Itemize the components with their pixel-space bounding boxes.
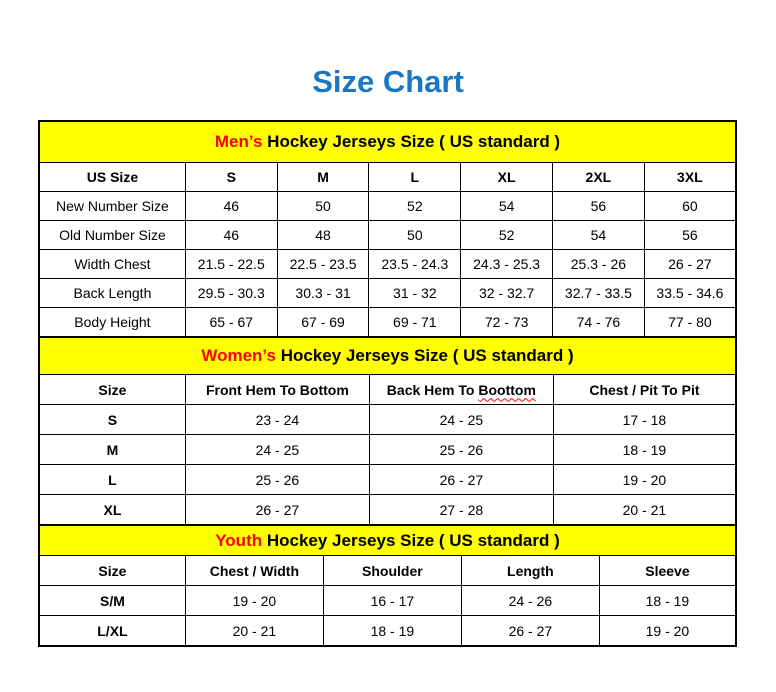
size-value-cell: 60	[644, 192, 736, 221]
mens-size-table	[38, 120, 737, 338]
size-value-cell: 32.7 - 33.5	[553, 279, 645, 308]
column-header: Sleeve	[599, 556, 736, 586]
size-value-cell: 48	[277, 221, 369, 250]
womens-banner-highlight: Women’s	[201, 346, 276, 365]
size-value-cell: 27 - 28	[369, 495, 553, 526]
youth-banner-highlight: Youth	[215, 530, 263, 550]
size-value-cell: 52	[461, 221, 553, 250]
size-value-cell: 26 - 27	[461, 616, 599, 647]
size-value-cell: 23 - 24	[185, 405, 369, 435]
size-value-cell: 77 - 80	[644, 308, 736, 338]
size-value-cell: 19 - 20	[553, 465, 736, 495]
size-value-cell: 52	[369, 192, 461, 221]
row-label: L	[39, 465, 185, 495]
row-label: New Number Size	[39, 192, 185, 221]
mens-banner-row	[39, 121, 736, 163]
size-value-cell: 22.5 - 23.5	[277, 250, 369, 279]
youth-size-table	[38, 524, 737, 647]
size-value-cell: 46	[185, 192, 277, 221]
row-label: L/XL	[39, 616, 185, 647]
size-value-cell: 25 - 26	[369, 435, 553, 465]
mens-banner-highlight: Men’s	[214, 132, 263, 151]
size-value-cell: 33.5 - 34.6	[644, 279, 736, 308]
row-label: Back Length	[39, 279, 185, 308]
youth-header-row	[39, 556, 736, 586]
womens-banner-row	[39, 337, 736, 375]
mens-banner-text: Hockey Jerseys Size ( US standard )	[267, 132, 561, 151]
mens-header-row	[39, 163, 736, 192]
page-title: Size Chart	[312, 64, 464, 99]
size-value-cell: 19 - 20	[599, 616, 736, 647]
row-label: Body Height	[39, 308, 185, 338]
size-chart-tables	[38, 120, 737, 647]
back-hem-label: Back Hem To	[386, 381, 475, 398]
size-value-cell: 26 - 27	[185, 495, 369, 526]
mens-table-banner	[39, 121, 736, 163]
table-row	[39, 192, 736, 221]
table-row	[39, 221, 736, 250]
column-header: Shoulder	[323, 556, 461, 586]
youth-banner-row	[39, 525, 736, 556]
youth-banner-text: Hockey Jerseys Size ( US standard )	[266, 530, 560, 550]
table-row	[39, 435, 736, 465]
size-value-cell: 56	[553, 192, 645, 221]
size-value-cell: 17 - 18	[553, 405, 736, 435]
column-header: Size	[39, 375, 185, 405]
size-value-cell: 20 - 21	[553, 495, 736, 526]
womens-size-table	[38, 336, 737, 526]
table-row	[39, 465, 736, 495]
column-header: S	[185, 163, 277, 192]
size-value-cell: 23.5 - 24.3	[369, 250, 461, 279]
size-value-cell: 32 - 32.7	[461, 279, 553, 308]
size-value-cell: 24.3 - 25.3	[461, 250, 553, 279]
size-value-cell: 25 - 26	[185, 465, 369, 495]
size-value-cell: 24 - 26	[461, 586, 599, 616]
misspelled-word: Boottom	[478, 381, 536, 398]
size-value-cell: 31 - 32	[369, 279, 461, 308]
column-header-misspelled	[369, 375, 553, 405]
size-value-cell: 72 - 73	[461, 308, 553, 338]
column-header: Chest / Pit To Pit	[553, 375, 736, 405]
column-header: Chest / Width	[185, 556, 323, 586]
size-value-cell: 30.3 - 31	[277, 279, 369, 308]
womens-table-banner	[39, 337, 736, 375]
table-row	[39, 279, 736, 308]
column-header: 3XL	[644, 163, 736, 192]
size-value-cell: 69 - 71	[369, 308, 461, 338]
size-value-cell: 29.5 - 30.3	[185, 279, 277, 308]
size-value-cell: 16 - 17	[323, 586, 461, 616]
column-header: Size	[39, 556, 185, 586]
size-value-cell: 54	[553, 221, 645, 250]
size-value-cell: 56	[644, 221, 736, 250]
column-header: XL	[461, 163, 553, 192]
size-value-cell: 50	[369, 221, 461, 250]
column-header: 2XL	[553, 163, 645, 192]
row-label: Old Number Size	[39, 221, 185, 250]
table-row	[39, 308, 736, 338]
size-value-cell: 18 - 19	[553, 435, 736, 465]
size-value-cell: 24 - 25	[185, 435, 369, 465]
column-header: US Size	[39, 163, 185, 192]
row-label: S/M	[39, 586, 185, 616]
size-value-cell: 54	[461, 192, 553, 221]
size-value-cell: 26 - 27	[644, 250, 736, 279]
row-label: Width Chest	[39, 250, 185, 279]
size-value-cell: 18 - 19	[323, 616, 461, 647]
womens-header-row	[39, 375, 736, 405]
size-value-cell: 19 - 20	[185, 586, 323, 616]
table-row	[39, 586, 736, 616]
table-row	[39, 405, 736, 435]
youth-table-banner	[39, 525, 736, 556]
size-value-cell: 74 - 76	[553, 308, 645, 338]
size-value-cell: 65 - 67	[185, 308, 277, 338]
size-value-cell: 20 - 21	[185, 616, 323, 647]
column-header: L	[369, 163, 461, 192]
table-row	[39, 616, 736, 647]
column-header: M	[277, 163, 369, 192]
row-label: M	[39, 435, 185, 465]
row-label: XL	[39, 495, 185, 526]
table-row	[39, 495, 736, 526]
size-value-cell: 21.5 - 22.5	[185, 250, 277, 279]
womens-banner-text: Hockey Jerseys Size ( US standard )	[280, 346, 574, 365]
size-value-cell: 18 - 19	[599, 586, 736, 616]
size-value-cell: 26 - 27	[369, 465, 553, 495]
row-label: S	[39, 405, 185, 435]
size-value-cell: 25.3 - 26	[553, 250, 645, 279]
column-header: Length	[461, 556, 599, 586]
table-row	[39, 250, 736, 279]
size-value-cell: 24 - 25	[369, 405, 553, 435]
size-value-cell: 50	[277, 192, 369, 221]
size-value-cell: 67 - 69	[277, 308, 369, 338]
column-header: Front Hem To Bottom	[185, 375, 369, 405]
size-value-cell: 46	[185, 221, 277, 250]
